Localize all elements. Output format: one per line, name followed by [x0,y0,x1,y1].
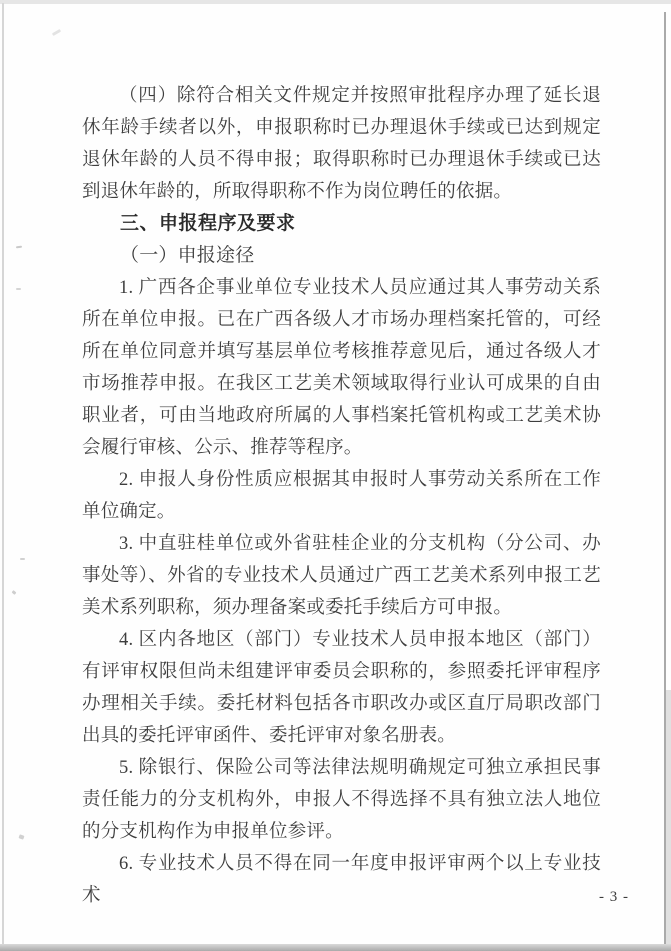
scan-edge-bottom [0,944,671,951]
list-item-5: 5. 除银行、保险公司等法律法规明确规定可独立承担民事责任能力的分支机构外，申报人不得选择不具有独立法人地位的分支机构作为申报单位参评。 [82,758,601,842]
list-item-1: 1. 广西各企事业单位专业技术人员应通过其人事劳动关系所在单位申报。已在广西各级人才市场办理档案托管的，可经所在单位同意并填写基层单位考核推荐意见后，通过各级人才市场推荐申报。在我区工艺美术领域取得行业认可成果的自由职业者，可由当地政府所属的人事档案托管机构或工艺美术协会履行审核、公示、推荐等程序。 [82,278,601,458]
scan-edge-top [0,0,671,4]
list-item-3: 3. 中直驻桂单位或外省驻桂企业的分支机构（分公司、办事处等）、外省的专业技术人员通过广西工艺美术系列申报工艺美术系列职称，须办理备案或委托手续后方可申报。 [82,534,601,618]
scan-artifact [16,288,21,290]
subsection-heading: （一）申报途径 [120,245,255,266]
paragraph-retirement-rule: （四）除符合相关文件规定并按照审批程序办理了延长退休年龄手续者以外，申报职称时已办理退休手续或已达到规定退休年龄的人员不得申报；取得职称时已办理退休手续或已达到退休年龄的，所取得职称不作为岗位聘任的依据。 [82,86,601,202]
scan-edge-right-shade [666,690,671,951]
scan-artifact [12,590,17,595]
scan-artifact [16,246,22,249]
scan-artifact [20,558,25,560]
list-item-4: 4. 区内各地区（部门）专业技术人员申报本地区（部门）有评审权限但尚未组建评审委员会职称的，参照委托评审程序办理相关手续。委托材料包括各市职改办或区直厅局职改部门出具的委托评审函件、委托评审对象名册表。 [82,630,601,746]
section-heading: 三、申报程序及要求 [120,213,296,234]
page-number: - 3 - [599,889,629,905]
list-item-2: 2. 申报人身份性质应根据其申报时人事劳动关系所在工作单位确定。 [82,470,601,522]
scan-artifact [52,29,61,36]
scan-artifact [18,834,24,839]
scan-edge-left [2,3,4,951]
list-item-6: 6. 专业技术人员不得在同一年度申报评审两个以上专业技术 [82,854,601,906]
document-body [82,80,601,912]
